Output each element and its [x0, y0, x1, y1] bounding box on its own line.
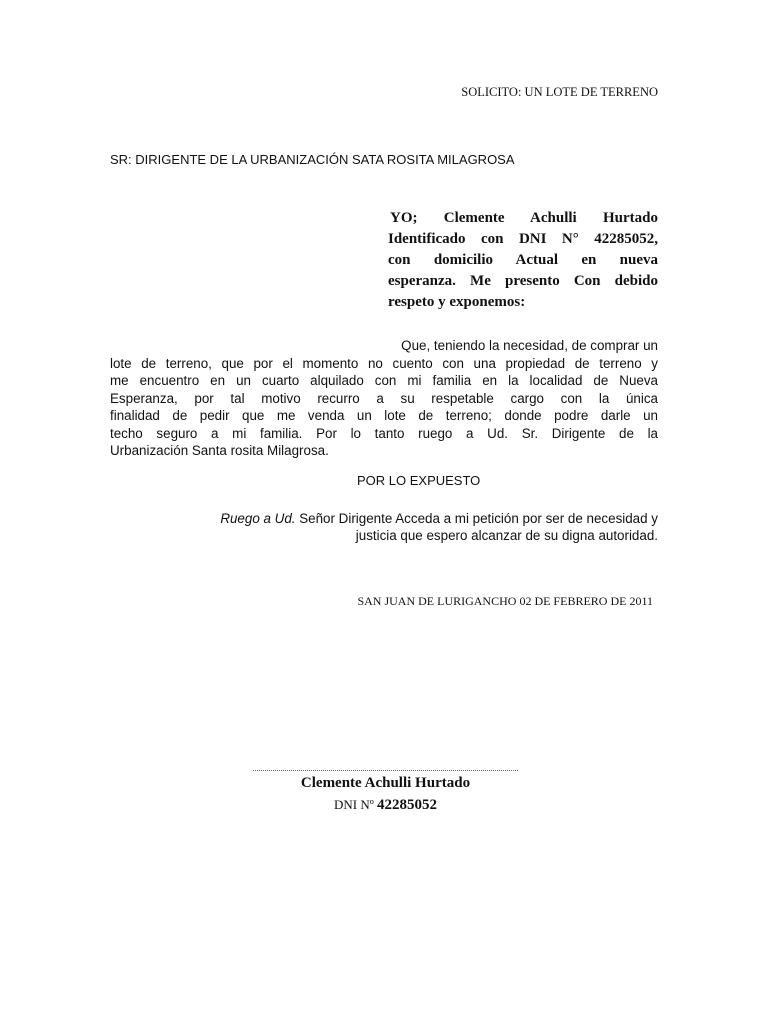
request-paragraph: [110, 510, 658, 544]
body-line: Esperanza, por tal motivo recurro a su respetable cargo con la única: [110, 390, 658, 406]
signatory-name: Clemente Achulli Hurtado: [300, 775, 471, 791]
document-subject: SOLICITO: UN LOTE DE TERRENO: [461, 85, 658, 99]
intro-line: YO; Clemente Achulli Hurtado: [390, 210, 658, 226]
dni-number: 42285052: [377, 797, 438, 813]
body-line: Que, teniendo la necesidad, de comprar un: [401, 338, 658, 353]
addressee-line: SR: DIRIGENTE DE LA URBANIZACIÓN SATA ROSITA MILAGROSA: [110, 152, 515, 167]
request-line: [110, 510, 658, 527]
place-date: SAN JUAN DE LURIGANCHO 02 DE FEBRERO DE 2011: [357, 594, 653, 608]
signatory-dni: [253, 797, 518, 814]
body-line: me encuentro en un cuarto alquilado con mi familia en la localidad de Nueva: [110, 373, 658, 388]
intro-line: respeto y exponemos:: [388, 294, 526, 310]
body-line: lote de terreno, que por el momento no cuento con una propiedad de terreno y: [110, 355, 658, 371]
body-line: techo seguro a mi familia. Por lo tanto ruego a Ud. Sr. Dirigente de la: [110, 425, 658, 441]
intro-line: Identificado con DNI N° 42285052,: [388, 231, 658, 247]
request-line: justicia que espero alcanzar de su digna autoridad.: [355, 528, 658, 543]
body-paragraph: [110, 337, 658, 460]
closing-heading: POR LO EXPUESTO: [357, 473, 481, 488]
body-line: Urbanización Santa rosita Milagrosa.: [110, 443, 329, 458]
intro-paragraph: [388, 208, 658, 313]
intro-line: esperanza. Me presento Con debido: [388, 273, 658, 289]
request-line-rest: Señor Dirigente Acceda a mi petición por ser de necesidad y: [295, 511, 658, 526]
signature-line: [253, 760, 518, 771]
dni-label: DNI Nº: [333, 797, 378, 812]
request-italic: Ruego a Ud.: [220, 511, 296, 526]
body-line: finalidad de pedir que me venda un lote de terreno; donde podre darle un: [110, 408, 658, 423]
intro-line: con domicilio Actual en nueva: [388, 252, 658, 268]
